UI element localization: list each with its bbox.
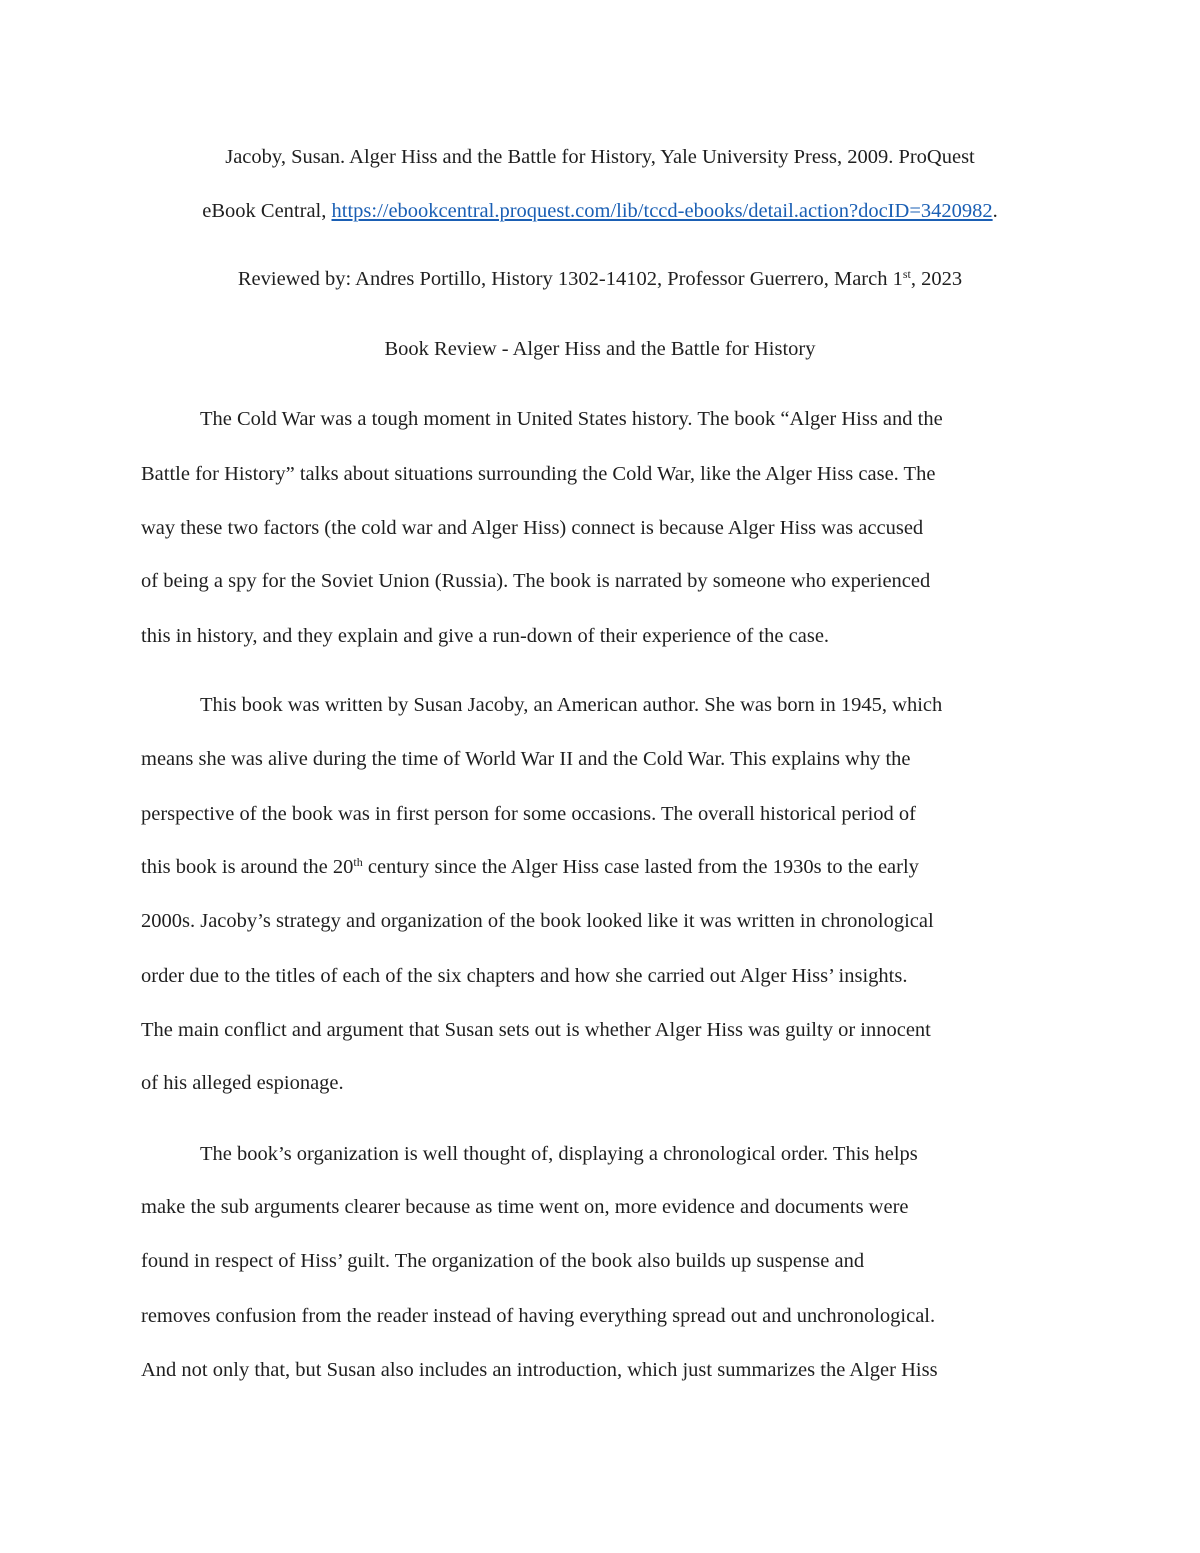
citation-line-2 <box>0 197 1200 225</box>
citation-prefix: eBook Central, <box>202 200 332 222</box>
paragraph-2-line-4-end: century since the Alger Hiss case lasted from the 1930s to the early <box>362 856 919 878</box>
paragraph-2-line: means she was alive during the time of World War II and the Cold War. This explains why the <box>141 748 911 770</box>
reviewer-text: Reviewed by: Andres Portillo, History 1302-14102, Professor Guerrero, March 1 <box>237 268 903 290</box>
citation-link[interactable]: https://ebookcentral.proquest.com/lib/tccd-ebooks/detail.action?docID=3420982 <box>331 200 993 222</box>
paragraph-2-line: perspective of the book was in first person for some occasions. The overall historical period of <box>141 803 916 825</box>
paragraph-3-line: make the sub arguments clearer because as time went on, more evidence and documents were <box>141 1196 909 1218</box>
paragraph-2-line: The main conflict and argument that Susan sets out is whether Alger Hiss was guilty or innocent <box>141 1019 931 1041</box>
paragraph-1-line: this in history, and they explain and give a run-down of their experience of the case. <box>141 625 830 647</box>
paragraph-3-line: And not only that, but Susan also includes an introduction, which just summarizes the Alger Hiss <box>141 1359 938 1381</box>
paragraph-1-line: Battle for History” talks about situations surrounding the Cold War, like the Alger Hiss case. The <box>141 463 936 485</box>
paragraph-1-line: The Cold War was a tough moment in United States history. The book “Alger Hiss and the <box>200 408 943 430</box>
paragraph-1-line: way these two factors (the cold war and Alger Hiss) connect is because Alger Hiss was accused <box>141 517 924 539</box>
reviewer-ordinal: st <box>902 267 911 281</box>
citation-line-1: Jacoby, Susan. Alger Hiss and the Battle for History, Yale University Press, 2009. ProQuest <box>225 146 975 168</box>
century-ordinal: th <box>353 855 363 869</box>
paragraph-2-line <box>141 853 919 881</box>
citation-suffix: . <box>992 200 998 222</box>
paragraph-3-line: found in respect of Hiss’ guilt. The organization of the book also builds up suspense and <box>141 1250 865 1272</box>
paragraph-1-line: of being a spy for the Soviet Union (Russia). The book is narrated by someone who experienced <box>141 570 931 592</box>
paragraph-3-line: removes confusion from the reader instead of having everything spread out and unchronological. <box>141 1305 936 1327</box>
reviewer-line <box>0 265 1200 293</box>
paragraph-2-line: 2000s. Jacoby’s strategy and organization of the book looked like it was written in chronological <box>141 910 934 932</box>
review-title: Book Review - Alger Hiss and the Battle for History <box>384 338 816 360</box>
paragraph-2-line: order due to the titles of each of the six chapters and how she carried out Alger Hiss’ insights. <box>141 965 908 987</box>
paragraph-2-line: of his alleged espionage. <box>141 1072 344 1094</box>
paragraph-2-line: This book was written by Susan Jacoby, an American author. She was born in 1945, which <box>200 694 943 716</box>
paragraph-2-line-4-start: this book is around the 20 <box>141 856 354 878</box>
paragraph-3-line: The book’s organization is well thought of, displaying a chronological order. This helps <box>200 1143 918 1165</box>
reviewer-year: , 2023 <box>910 268 963 290</box>
